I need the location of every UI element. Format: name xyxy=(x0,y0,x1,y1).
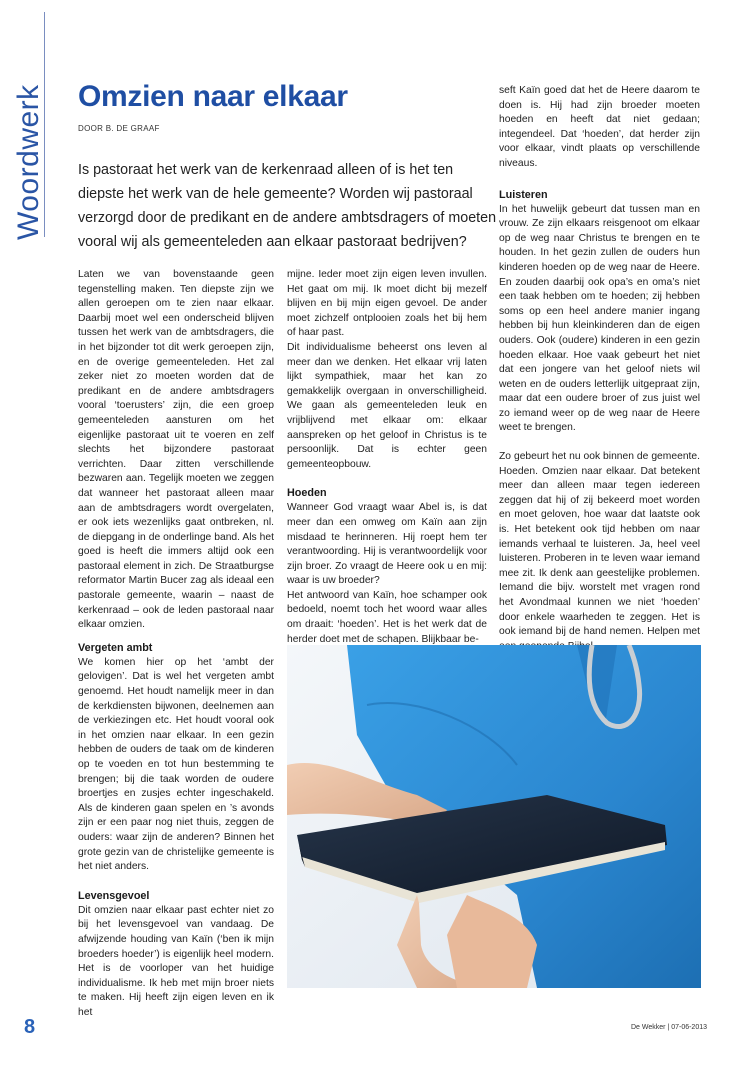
subheading-hoeden: Hoeden xyxy=(287,487,327,500)
footer-publication: De Wekker | 07-06-2013 xyxy=(631,1024,708,1031)
paragraph: In het huwelijk gebeurt dat tussen man en vrouw. Ze zijn elkaars reisgenoot om elkaar op de weg naar Christus te brengen en te houden. In het gezin zullen de ouders hun kinderen hoeden op de weg naar de Heere. En zouden daarbij ook opa’s en oma’s niet een taak hebben om te hoeden; zij hebben soms op een heel andere manier ingang hebben bij hun kleinkinderen dan de eigen ouders. Ook (oudere) kinderen in een gezin hoeden elkaar. Hoe vaak gebeurt het niet dat een jongere van het geloof niets wil weten en de ouders letterlijk uitgepraat zijn, maar dat een oudere broer of zus juist wel zo iemand weer op de weg naar de Heere weet te brengen. xyxy=(499,203,700,434)
paragraph: Dit omzien naar elkaar past echter niet zo bij het levensgevoel van vandaag. De afwijzende houding van Kaïn (‘ben ik mijn broeders hoeder’) is eigenlijk heel modern. Het is de voorloper van het huidige individualisme. Ik heb met mijn broer niets te maken. Hij heeft zijn eigen leven en ik het xyxy=(78,904,274,1018)
paragraph: Zo gebeurt het nu ook binnen de gemeente. Hoeden. Omzien naar elkaar. Dat betekent meer dan alleen maar tegen iedereen zeggen dat hij of zij bekeerd moet worden en moet geloven, hoe waar dat laatste ook is. Het betekent ook tijd hebben om naar iemands verhaal te luisteren. Ja, heel veel luisteren. Proberen in te leven waar iemand mee zit. Ik denk aan geestelijke problemen. Iemand die bijv. worstelt met vragen rond het Avondmaal kunnen we niet ‘hoeden’ door enkele waarheden te zeggen. Het is ook iemand bij de hand nemen. Helpen met xyxy=(499,451,700,638)
photo-nurse-holding-book xyxy=(287,645,701,988)
column-1 xyxy=(78,268,274,1021)
subheading-levensgevoel: Levensgevoel xyxy=(78,889,150,902)
paragraph: Dit individualisme beheerst ons leven al meer dan we denken. Het elkaar vrij laten lijkt sympathiek, maar het kan zo gemakkelijk overgaan in onverschilligheid. We gaan als gemeenteleden leuk en vrijblijvend met elkaar om: elkaar aanspreken op het geloof in Christus is te persoonlijk. Dat is echter geen gemeenteopbouw. xyxy=(287,341,487,470)
paragraph: Laten we van bovenstaande geen tegenstelling maken. Ten diepste zijn we allen geroepen om te zien naar elkaar. Daarbij moet wel een onderscheid blijven tussen het werk van de ambtsdragers, die in het bijzonder tot dit werk geroepen zijn, en de overige gemeenteleden. Het zal zeker niet zo moeten worden dat de predikant en de andere ambtsdragers vooral ‘toerusters’ zijn, die een groep gemeenteleden aansturen om het eigenlijke pastoraat uit te voeren en zelf slechts het bijzondere pastoraat verrichten. Daar zitten verschillende bezwaren aan. Tegelijk moeten we zeggen dat wanneer het pastoraat alleen maar aan de ambtsdragers wordt overgelaten, er ook iets wezenlijks gaat ontbreken, nl. de diepgang in de onderlinge band. Als het goed is heeft die immers altijd ook een pastoraal element in zich. De Straatburgse reformator Martin Bucer zag als ideaal een pastorale gemeente, waarin – naast de kerkenraad – ook de leden pastoraal naar elkaar omzien. xyxy=(78,269,274,631)
photo-illustration xyxy=(287,645,701,988)
paragraph: Het antwoord van Kaïn, hoe schamper ook bedoeld, noemt toch het woord waar alles om draait: ‘hoeden’. Het is het werk dat de herder doet met de schapen. Blijkbaar be- xyxy=(287,589,487,645)
byline: DOOR B. DE GRAAF xyxy=(78,124,160,133)
article-title: Omzien naar elkaar xyxy=(78,80,348,113)
column-3 xyxy=(499,84,700,654)
page-number: 8 xyxy=(24,1016,36,1038)
subheading-luisteren: Luisteren xyxy=(499,188,548,201)
paragraph: Wanneer God vraagt waar Abel is, is dat meer dan een omweg om Kaïn aan zijn misdaad te herinneren. Hij roept hem ter verantwoording. Hij is verantwoordelijk voor zijn broer. Zo vraagt de Heere ook u en mij: waar is uw broeder? xyxy=(287,502,487,587)
section-label: Woordwerk xyxy=(12,84,45,240)
intro-paragraph: Is pastoraat het werk van de kerkenraad alleen of is het ten diepste het werk van de hele gemeente? Worden wij pastoraal verzorgd door de predikant en de andere ambtsdragers of moeten vooral wij als gemeenteleden aan elkaar pastoraat bedrijven? xyxy=(78,162,497,250)
column-2 xyxy=(287,268,487,647)
paragraph: mijne. Ieder moet zijn eigen leven invullen. Het gaat om mij. Ik moet dicht bij mezelf blijven en bij mijn eigen gevoel. De ander moet zichzelf ontplooien zoals het bij hem of haar past. xyxy=(287,269,487,339)
subheading-vergeten-ambt: Vergeten ambt xyxy=(78,641,153,654)
paragraph: We komen hier op het ‘ambt der gelovigen’. Dat is wel het vergeten ambt genoemd. Het houdt namelijk meer in dan de kerkdiensten bijwonen, deelnemen aan de verkiezingen etc. Het houdt vooral ook in het omzien naar elkaar. In een gezin hebben de ouders de taak om de kinderen op te voeden en tot hun bestemming te brengen; bij die taak worden de oudere broertjes en zusjes echter ingeschakeld. Als de kinderen gaan spelen en ’s avonds zijn er een paar nog niet thuis, zeggen de ouders: waar zijn de anderen? Binnen het grote gezin van de christelijke gemeente is het niet anders. xyxy=(78,656,274,873)
paragraph: seft Kaïn goed dat het de Heere daarom te doen is. Hij had zijn broeder moeten hoeden en heeft dat niet gedaan; integendeel. Dat ‘hoeden’, dat herder zijn voor elkaar, vindt plaats op verschillende niveaus. xyxy=(499,85,700,169)
